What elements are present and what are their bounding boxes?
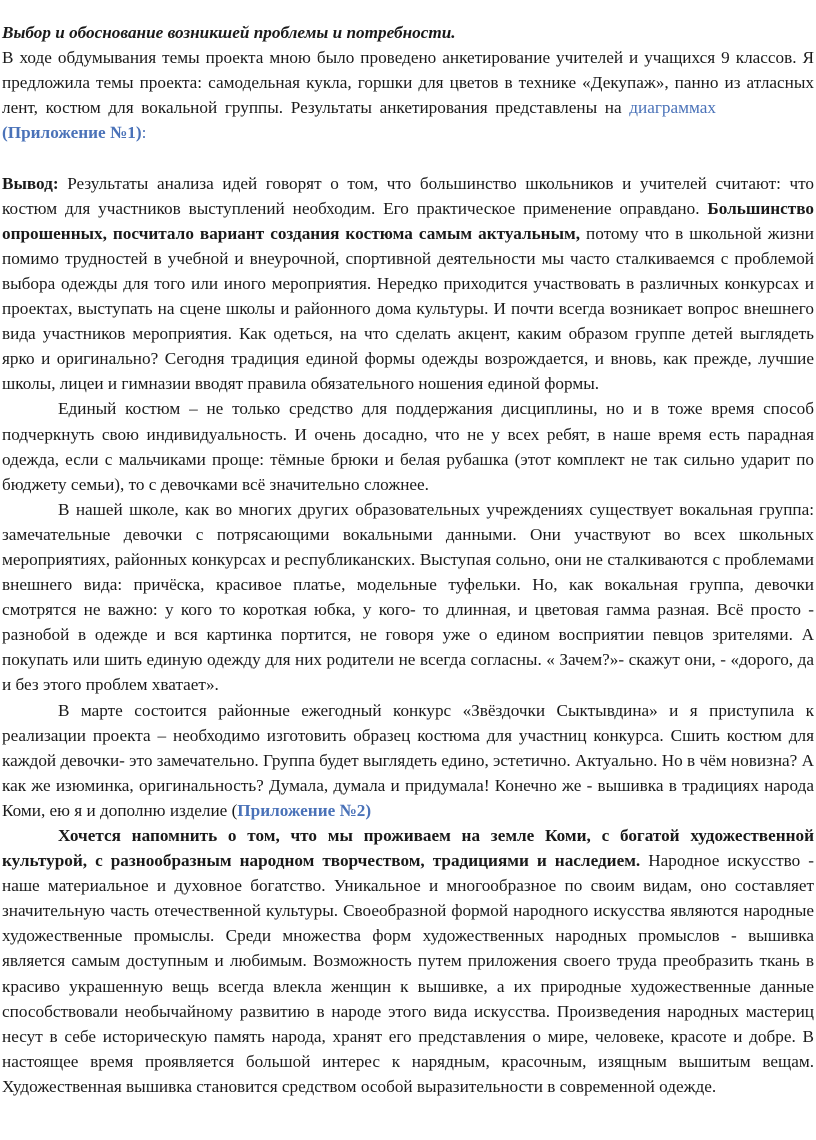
conclusion-text-2: потому что в школьной жизни помимо трудностей в учебной и внеурочной, спортивной деятельности мы часто сталкиваемся с проблемой выбора одежды для того или иного мероприятия. Нередко приходится участвовать в различных конкурсах и проектах, выступать на сцене школы и районного дома культуры. И почти всегда возникает вопрос внешнего вида участников мероприятия. Как одеться, на что сделать акцент, каким образом группе детей выглядеть ярко и оригинально? Сегодня традиция единой формы одежды возрождается, и вновь, как прежде, лучшие школы, лицеи и гимназии вводят правила обязательного ношения единой формы.	[2, 223, 814, 394]
intro-tail: :	[141, 123, 147, 143]
intro-text: В ходе обдумывания темы проекта мною было проведено анкетирование учителей и учащихся 9 классов. Я предложила темы проекта: самодельная кукла, горшки для цветов в технике «Декупаж», панно из атласных лент, костюм для вокальной группы. Результаты анкетирования представлены на	[2, 48, 814, 118]
conclusion-paragraph	[2, 171, 814, 397]
paragraph-gap	[2, 145, 814, 170]
komi-bold-text: Хочется напомнить о том, что мы проживаем на земле Коми, с богатой художественной культурой, с разнообразным народном творчеством, традициями и наследием.	[2, 826, 814, 871]
conclusion-bold-text: Большинство опрошенных, посчитало вариант создания костюма самым актуальным,	[2, 198, 814, 243]
contest-tail: )	[365, 800, 372, 820]
contest-paragraph	[2, 698, 814, 823]
appendix-1-link[interactable]: (Приложение №1)	[2, 123, 142, 143]
contest-text: В марте состоится районные ежегодный конкурс «Звёздочки Сыктывдина» и я приступила к реализации проекта – необходимо изготовить образец костюма для участниц конкурса. Сшить костюм для каждой девочки- это замечательно. Группа будет выглядеть едино, эстетично. Актуально. Но в чём новизна? А как же изюминка, оригинальность? Думала, думала и придумала! Конечно же - вышивка в традициях народа Коми, ею я и дополню изделие (	[2, 700, 814, 820]
komi-text: Народное искусство - наше материальное и духовное богатство. Уникальное и многообразное по своим видам, оно составляет значительную часть отечественной культуры. Своеобразной формой народного искусства являются народные художественные промыслы. Среди множества форм художественных народных промыслов - вышивка является самым доступным и любимым. Возможность путем приложения своего труда преобразить ткань в красиво украшенную вещь всегда влекла женщин к вышивке, а их природные художественные данные способствовали необычайному развитию в народе этого вида искусства. Произведения народных мастериц несут в себе историческую память народа, хранят его представления о мире, человеке, красоте и добре. В настоящее время проявляется большой интерес к нарядным, красочным, изящным вышитым вещам. Художественная вышивка становится средством особой выразительности в современной одежде.	[2, 851, 815, 1096]
conclusion-label: Вывод:	[2, 173, 59, 193]
appendix-2-link[interactable]: Приложение №2	[237, 800, 366, 820]
conclusion-text-1: Результаты анализа идей говорят о том, что большинство школьников и учителей считают: что костюм для участников выступлений необходим. Его практическое применение оправдано.	[2, 173, 814, 218]
komi-culture-paragraph	[2, 823, 814, 1099]
uniform-paragraph: Единый костюм – не только средство для поддержания дисциплины, но и в тоже время способ подчеркнуть свою индивидуальность. И очень досадно, что не у всех ребят, в наше время есть парадная одежда, если с мальчиками проще: тёмные брюки и белая рубашка (этот комплект не так сильно ударит по бюджету семьи), то с девочками всё значительно сложнее.	[2, 399, 814, 494]
diagrams-link[interactable]: диаграммах	[629, 98, 716, 118]
vocal-group-paragraph: В нашей школе, как во многих других образовательных учреждениях существует вокальная группа: замечательные девочки с потрясающими вокальными данными. Они участвуют во всех школьных мероприятиях, районных конкурсах и республиканских. Выступая сольно, они не сталкиваются с проблемами внешнего вида: причёска, красивое платье, модельные туфельки. Но, как вокальная группа, девочки смотрятся не важно: у кого то короткая юбка, у кого- то длинная, и цветовая гамма разная. Всё просто - разнобой в одежде и вся картинка портится, не говоря уже о едином восприятии певцов зрителями. А покупать или шить единую одежду для них родители не всегда согласны. « Зачем?»- скажут они, - «дорого, да и без этого проблем хватает».	[2, 499, 814, 695]
intro-paragraph	[2, 45, 814, 145]
section-heading: Выбор и обоснование возникшей проблемы и потребности.	[2, 23, 456, 42]
